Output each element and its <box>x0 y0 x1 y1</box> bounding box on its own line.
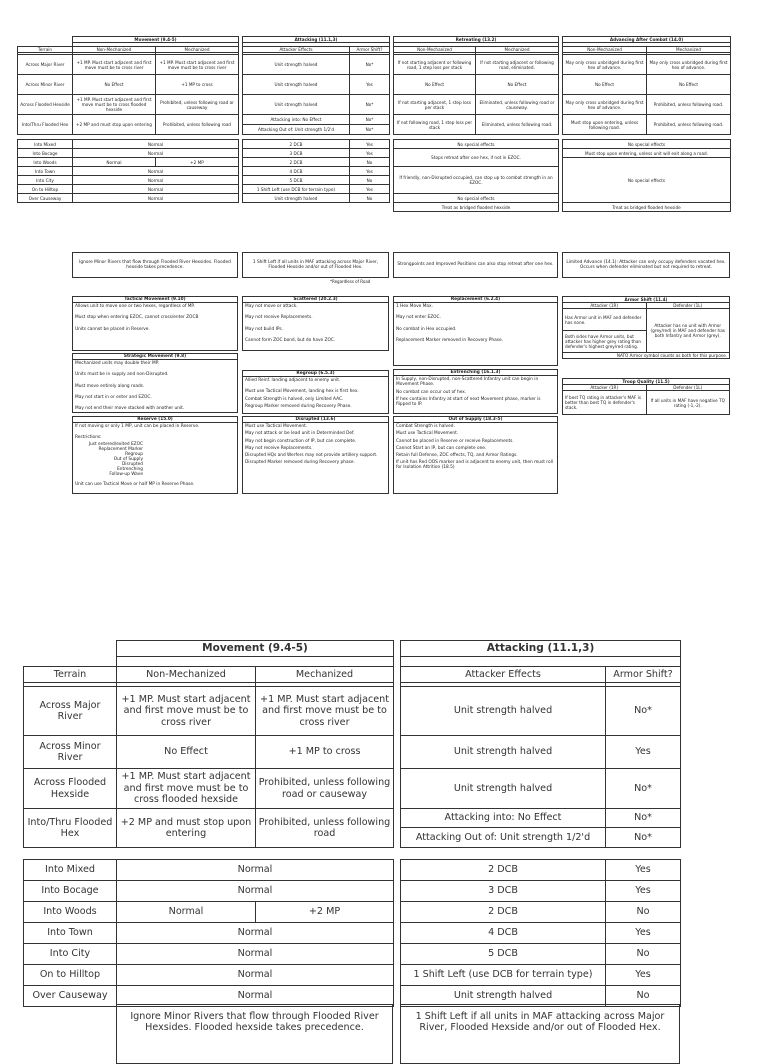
out-of-supply-box: Out of Supply (18.3-5) Combat Strength is halved. Must use Tactical Movement. Cannot be placed in Reserve or receive Replacements. Cannot Start an IP, but can complete one. Retain full Defense, ZOC effects, TQ, and Armor Ratings. If unit has Red OOS marker and is adjacent to enemy unit, then must roll for Isolation Attrition (18.5) <box>393 416 558 494</box>
disrupted-box: Disrupted (13.6) Must use Tactical Movement. May not attack or be lead unit in Determinded Def. May not begin construction of IP, but can complete. May not receive Replacements. Disrupted HQs and Werfers may not provide artillery support. Disrupted Marker removed during Recovery phase. <box>242 416 389 494</box>
retreating-table-small: Retreating (13.2) Non-Mechanized Mechanized If not starting adjacent or following road, 1 step loss per stack If not starting adjacent or following road, eliminated. No Effect No Effect If not starting adjacent, 1 step loss per stack Eliminated, unless following road or causeway. If not following road, 1 step loss per stack Eliminated, unless following road. No special effects Stops retreat after one hex, if not in EZOC. If friendly, non-Disrupted occupied, can stop up to combat strength in an EZOC. No special effects Treat as bridged flooded hexside <box>393 36 558 212</box>
reserve-box: Reserve (15.0) If not moving or only 1 MP, unit can be placed in Reserve. Restrictions: Just entered/exited EZOC Replacement Marker Regroup Out of Supply Disrupted Entrenching Follow-up Wave Unit can use Tactical Move or half MP in Reserve Phase. <box>72 416 238 494</box>
strategic-movement-box: Strategic Movement (9.8) Mechanized units may double their MP. Units must be in supply and non-Disrupted. Must move entirely along roads. May not start in or enter and EZOC. May not end their move stacked with another unit. <box>72 353 238 413</box>
advancing-note-small: Limited Advance (14.1): Attacker can only occupy defenders vacated hex. Occurs when defender eliminated but not required to retreat. <box>562 252 730 278</box>
regroup-box: Regroup (6.5.3) Allied Reinf. landing adjacent to enemy unit. Must use Tactical Movement, landing hex is first hex. Combat Strength is halved, only Limited AAC. Regroup Marker removed during Recovery Phase. <box>242 370 389 414</box>
tactical-movement-box: Tactical Movement (9.10) Allows unit to move one or two hexes, regardless of MP. Must stop when entering EZOC, cannot cross/enter ZOCB Units cannot be placed in Reserve. <box>72 296 238 351</box>
attacking-footnote-small: *Regardless of Road <box>330 279 371 284</box>
attacking-table-small: Attacking (11.1,3) Attacker Effects Armor Shift? Unit strength halved No* Unit strength halved Yes Unit strength halved No* Attacking into: No Effect No* Attacking Out of: Unit strength 1/2'd No* 2 DCB Yes 3 DCB Yes 2 DCB No 4 DCB Yes 5 DCB No 1 Shift Left (use DCB for terrain type) Yes Unit strength halved No <box>242 36 389 203</box>
armor-shift-table: Armor Shift (11.4) Attacker (1R) Defender (1L) Has Armor unit in MAF and defender has none. Attacker has no unit with Armor (grey/red) in MAF and defender has both Infantry and Armor (grey). Both sides have Armor units, but attacker has higher grey rating than defender's highest grey/red rating. NATO Armor symbol counts as both for this purpose. <box>562 296 730 359</box>
replacement-box: Replacement (6.2.4) 1 Hex Move Max. May not enter EZOC. No combat in Hex occupied. Replacement Marker removed in Recovery Phase. <box>393 296 558 366</box>
retreating-note-small: Strongpoints and Improved Positions can also stop retreat after one hex. <box>393 252 558 278</box>
movement-table-large: Movement (9.4-5) Terrain Non-Mechanized Mechanized Across Major River +1 MP. Must start adjacent and first move must be to cross river +1 MP. Must start adjacent and first move must be to cross river Across Minor River No Effect +1 MP to cross Across Flooded Hexside +1 MP. Must start adjacent and first move must be to cross flooded hexside Prohibited, unless following road or causeway Into/Thru Flooded Hex +2 MP and must stop upon entering Prohibited, unless following road Into Mixed Normal Into Bocage Normal Into Woods Normal +2 MP Into Town Normal Into City Normal On to Hilltop Normal Over Causeway Normal <box>23 640 393 1007</box>
movement-title: Movement (9.4-5) <box>73 37 239 43</box>
entrenching-box: Entrenching (16.1.3) In Supply, non-Disrupted, non-Scattered Infantry unit can begin in Movement Phase. No combat can occur out of hex. If hex contains Infantry at start of next Movement phase, marker is flipped to IP. <box>393 369 558 414</box>
scattered-box: Scattered (20.2.3) May not move or attack. May not receive Replacements. May not build IPs. Cannot form ZOC bond, but do have ZOC. <box>242 296 389 351</box>
advancing-table-small: Advancing After Combat (14.0) Non-Mechanized Mechanized May only cross unbridged during first hex of advance. May only cross unbridged during first hex of advance. No Effect No Effect May only cross unbridged during first hex of advance. Prohibited, unless following road. Must stop upon entering, unless following road. Prohibited, unless following road. No special effects Must stop upon entering, unless unit will exit along a road. No special effects Treat as bridged flooded hexside <box>562 36 730 212</box>
attacking-note-large: 1 Shift Left if all units in MAF attacking across Major River, Flooded Hexside and/or out of Flooded Hex. <box>400 1004 680 1064</box>
attacking-note-small: 1 Shift Left if all units in MAF attacking across Major River, Flooded Hexside and/or out of Flooded Hex. <box>242 252 389 278</box>
movement-note-small: Ignore Minor Rivers that flow through Flooded River Hexsides. Flooded hexside takes precedence. <box>72 252 238 278</box>
troop-quality-table: Troop Quality (11.5) Attacker (1R) Defender (1L) If best TQ rating in attacker's MAF is better than best TQ in defender's stack. If all units in MAF have negative TQ rating (-1,-2). <box>562 378 730 415</box>
attacking-table-large: Attacking (11.1,3) Attacker Effects Armor Shift? Unit strength halved No* Unit strength halved Yes Unit strength halved No* Attacking into: No Effect No* Attacking Out of: Unit strength 1/2'd No* 2 DCB Yes 3 DCB Yes 2 DCB No 4 DCB Yes 5 DCB No 1 Shift Left (use DCB for terrain type) Yes Unit strength halved No <box>400 640 680 1007</box>
movement-note-large: Ignore Minor Rivers that flow through Flooded River Hexsides. Flooded hexside takes precedence. <box>116 1004 393 1064</box>
movement-table-small: Movement (9.4-5) Terrain Non-Mechanized Mechanized Across Major River +1 MP. Must start adjacent and first move must be to cross river +1 MP. Must start adjacent and first move must be to cross river Across Minor River No Effect +1 MP to cross Across Flooded Hexside +1 MP. Must start adjacent and first move must be to cross flooded hexside Prohibited, unless following road or causeway Into/Thru Flooded Hex +2 MP and must stop upon entering Prohibited, unless following road Into Mixed Normal Into Bocage Normal Into Woods Normal +2 MP Into Town Normal Into City Normal On to Hilltop Normal Over Causeway Normal <box>17 36 238 203</box>
